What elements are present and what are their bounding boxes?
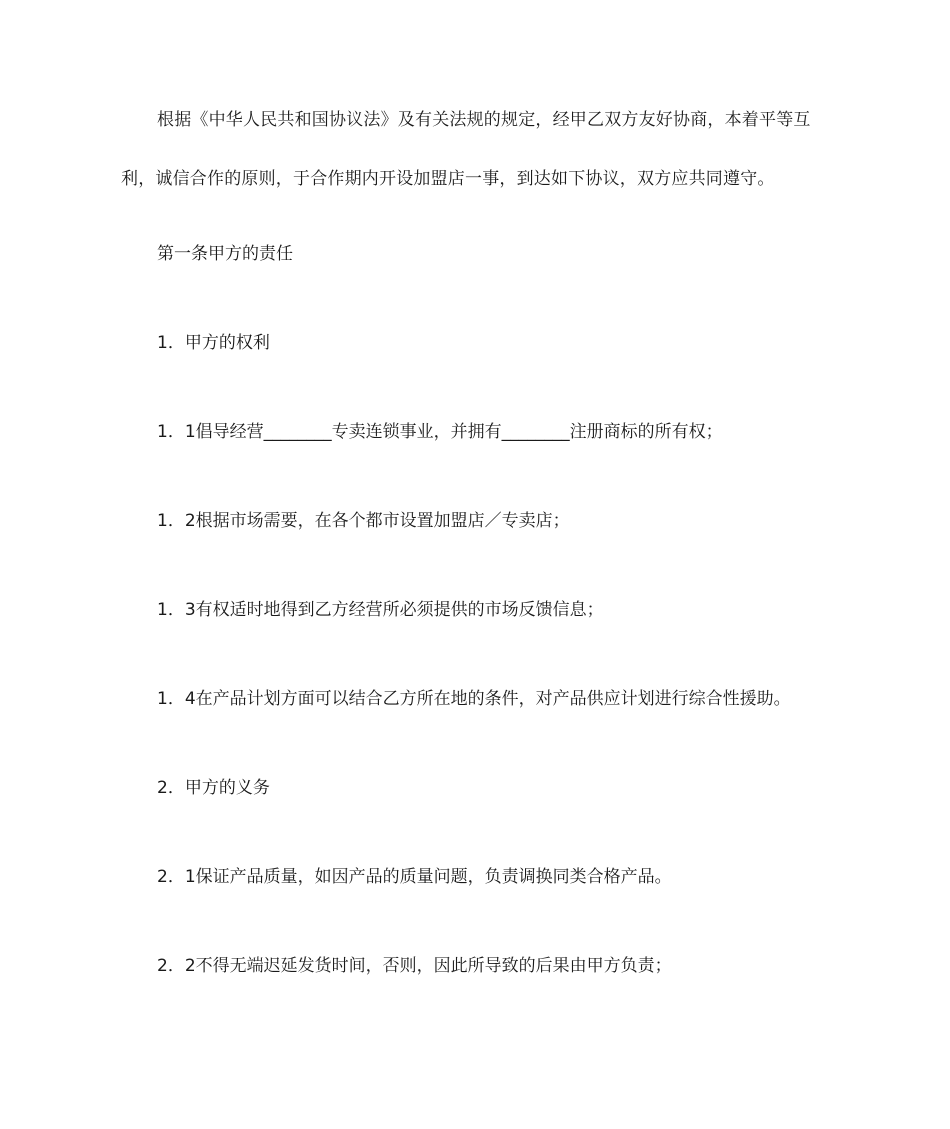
clause-1-1: 1．1倡导经营________专卖连锁事业，并拥有________注册商标的所有权； — [157, 422, 723, 442]
clause-2-2: 2．2不得无端迟延发货时间，否则，因此所导致的后果由甲方负责； — [157, 956, 672, 976]
article-1-heading: 第一条甲方的责任 — [157, 244, 293, 264]
clause-2-1: 2．1保证产品质量，如因产品的质量问题，负责调换同类合格产品。 — [157, 867, 672, 887]
clause-1-3: 1．3有权适时地得到乙方经营所必须提供的市场反馈信息； — [157, 600, 604, 620]
intro-paragraph: 根据《中华人民共和国协议法》及有关法规的规定，经甲乙双方友好协商，本着平等互利，诚信合作的原则，于合作期内开设加盟店一事，到达如下协议，双方应共同遵守。 — [121, 110, 811, 189]
section-1-heading: 1．甲方的权利 — [157, 333, 270, 353]
clause-1-4: 1．4在产品计划方面可以结合乙方所在地的条件，对产品供应计划进行综合性援助。 — [157, 689, 791, 709]
section-2-heading: 2．甲方的义务 — [157, 778, 270, 798]
clause-1-2: 1．2根据市场需要，在各个都市设置加盟店／专卖店； — [157, 511, 570, 531]
